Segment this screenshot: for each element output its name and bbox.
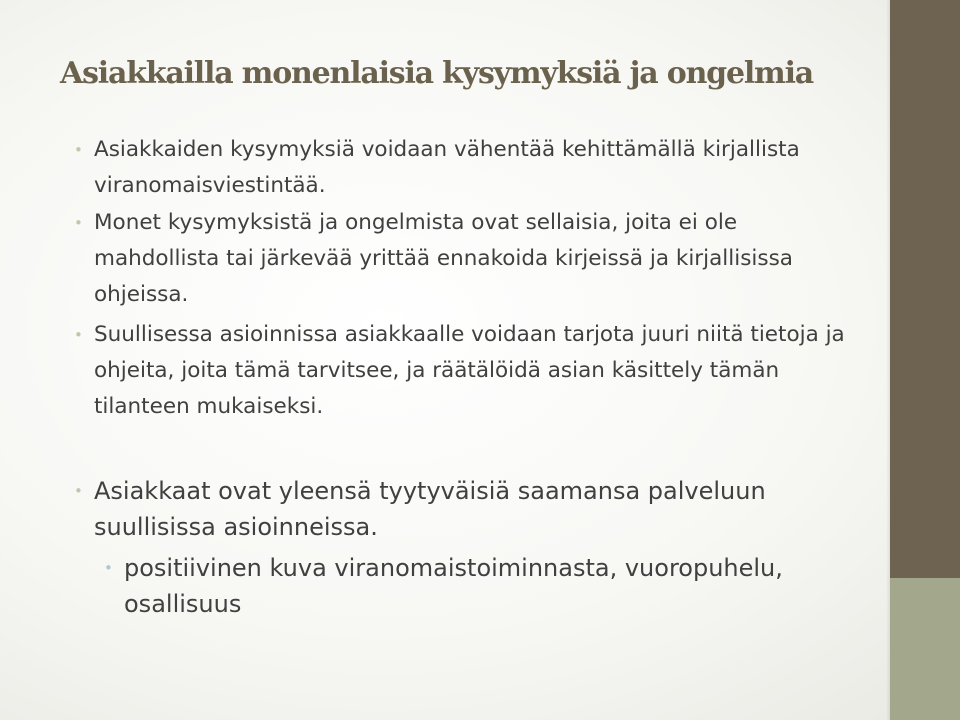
bullet-dot-icon: • <box>74 326 83 344</box>
bullet-text: Monet kysymyksistä ja ongelmista ovat sellaisia, joita ei ole mahdollista tai järkevää yrittää ennakoida kirjeissä ja kirjallisissa ohjeissa. <box>94 210 793 307</box>
bullet-text: Suullisessa asioinnissa asiakkaalle voidaan tarjota juuri niitä tietoja ja ohjeita, joita tämä tarvitsee, ja räätälöidä asian käsittely tämän tilanteen mukaiseksi. <box>94 322 845 419</box>
slide-title: Asiakkailla monenlaisia kysymyksiä ja ongelmia <box>60 56 814 91</box>
bullet-dot-icon: • <box>74 214 83 232</box>
bullet-text: Asiakkaiden kysymyksiä voidaan vähentää kehittämällä kirjallista viranomaisviestintää. <box>94 137 800 198</box>
sub-bullet-item <box>104 550 864 622</box>
bullet-item <box>74 317 854 425</box>
sub-bullet-text: positiivinen kuva viranomaistoiminnasta, vuoropuhelu, osallisuus <box>124 554 783 618</box>
bullet-item <box>74 132 854 204</box>
sub-bullet-dot-icon: • <box>104 559 113 577</box>
bullet-dot-icon: • <box>74 482 83 500</box>
bullet-item <box>74 205 854 313</box>
bullet-item <box>74 473 874 545</box>
side-bar-accent <box>890 578 960 720</box>
bullet-text: Asiakkaat ovat yleensä tyytyväisiä saamansa palveluun suullisissa asioinneissa. <box>94 477 766 541</box>
bullet-dot-icon: • <box>74 141 83 159</box>
